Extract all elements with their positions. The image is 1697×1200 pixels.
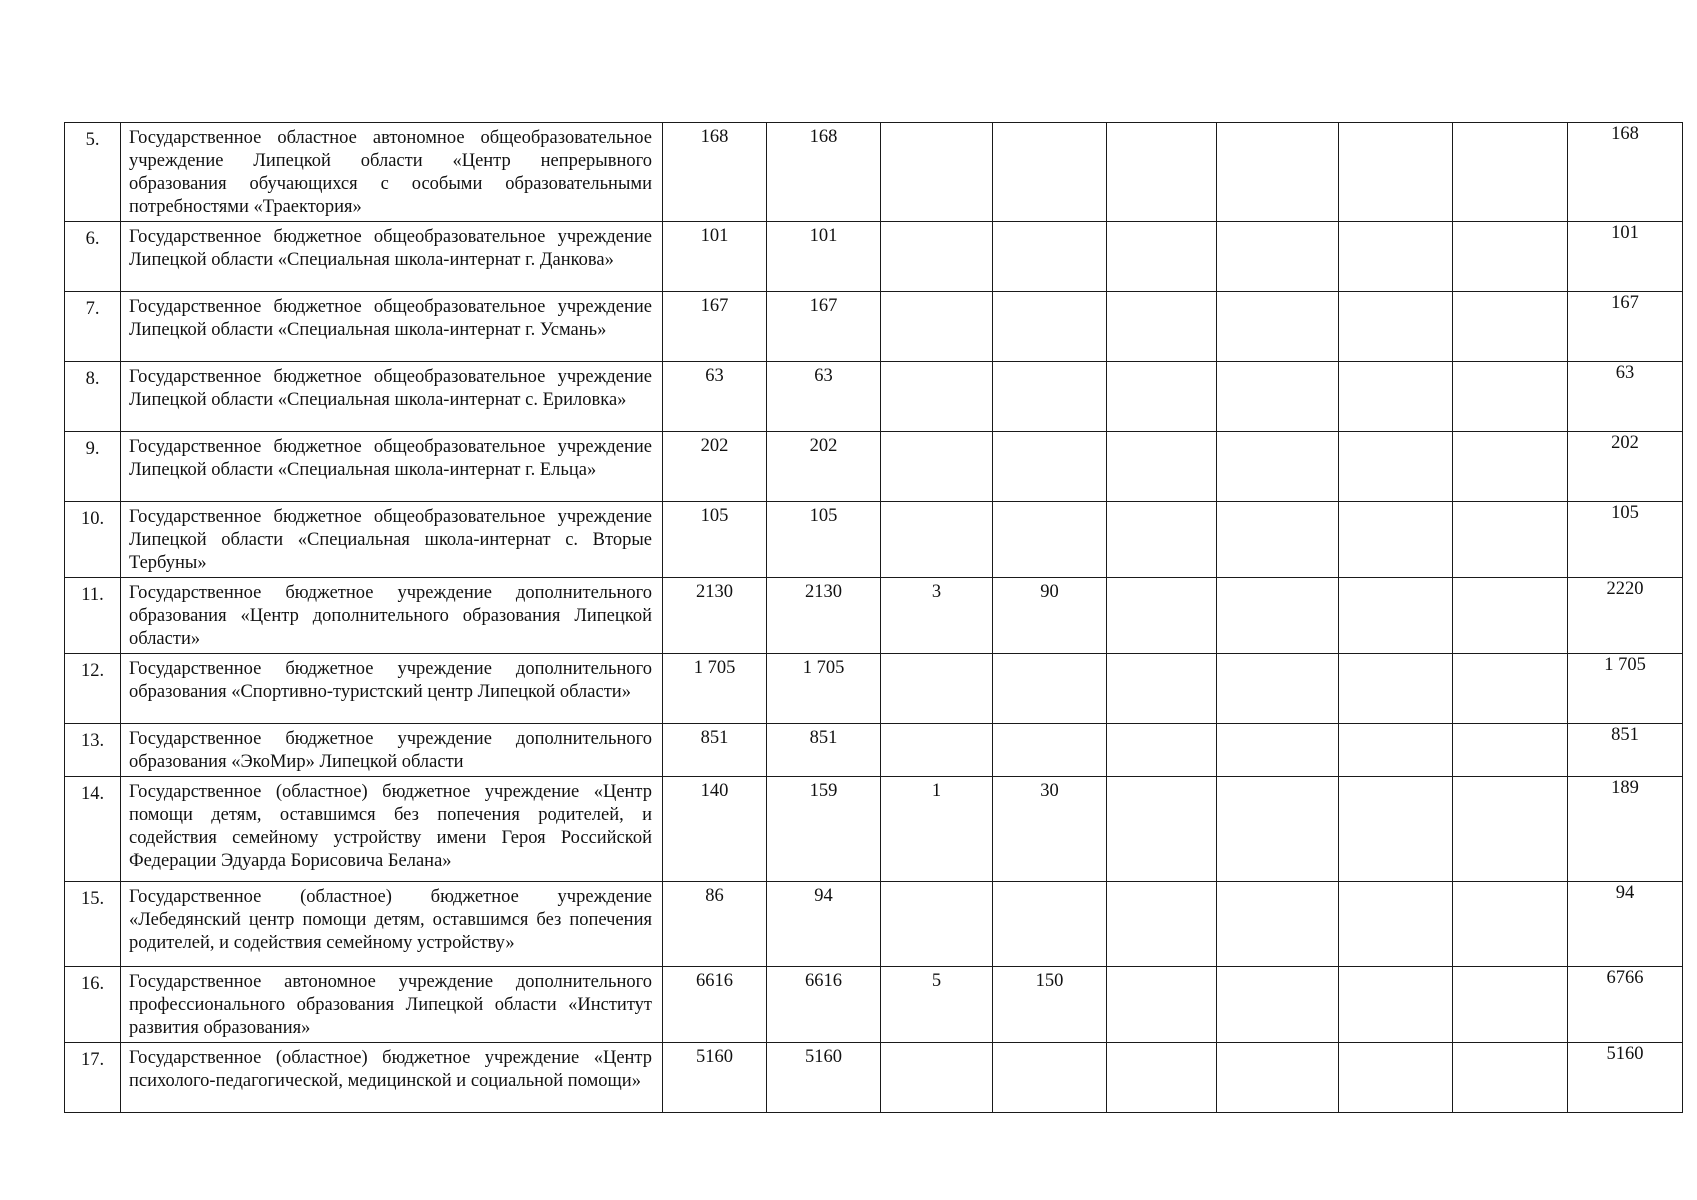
- value-col-2: 167: [767, 292, 881, 362]
- total-value: 5160: [1568, 1043, 1683, 1113]
- value-col-2: 202: [767, 432, 881, 502]
- table-row: [65, 882, 1683, 967]
- empty-col-5: [1107, 724, 1217, 777]
- value-col-1: 851: [663, 724, 767, 777]
- value-col-4: [993, 502, 1107, 578]
- value-col-1: 101: [663, 222, 767, 292]
- empty-col-8: [1453, 578, 1568, 654]
- value-col-2: 5160: [767, 1043, 881, 1113]
- value-col-2: 101: [767, 222, 881, 292]
- empty-col-8: [1453, 654, 1568, 724]
- empty-col-7: [1339, 777, 1453, 882]
- row-number: 12.: [65, 654, 121, 724]
- value-col-4: 90: [993, 578, 1107, 654]
- institution-name: Государственное бюджетное учреждение дополнительного образования «ЭкоМир» Липецкой области: [121, 724, 663, 777]
- empty-col-6: [1217, 724, 1339, 777]
- table-row: [65, 1043, 1683, 1113]
- institution-name: Государственное (областное) бюджетное учреждение «Лебедянский центр помощи детям, оставшимся без попечения родителей, и содействия семейному устройству»: [121, 882, 663, 967]
- row-number: 8.: [65, 362, 121, 432]
- institution-name: Государственное бюджетное учреждение дополнительного образования «Центр дополнительного образования Липецкой области»: [121, 578, 663, 654]
- institution-name: Государственное бюджетное общеобразовательное учреждение Липецкой области «Специальная школа-интернат г. Ельца»: [121, 432, 663, 502]
- total-value: 851: [1568, 724, 1683, 777]
- institution-name: Государственное бюджетное общеобразовательное учреждение Липецкой области «Специальная школа-интернат г. Усмань»: [121, 292, 663, 362]
- empty-col-5: [1107, 222, 1217, 292]
- value-col-3: 5: [881, 967, 993, 1043]
- empty-col-8: [1453, 292, 1568, 362]
- table-row: [65, 222, 1683, 292]
- value-col-2: 168: [767, 123, 881, 222]
- row-number: 16.: [65, 967, 121, 1043]
- empty-col-7: [1339, 967, 1453, 1043]
- value-col-4: [993, 882, 1107, 967]
- table-row: [65, 502, 1683, 578]
- empty-col-7: [1339, 882, 1453, 967]
- total-value: 168: [1568, 123, 1683, 222]
- total-value: 189: [1568, 777, 1683, 882]
- row-number: 9.: [65, 432, 121, 502]
- value-col-1: 1 705: [663, 654, 767, 724]
- empty-col-5: [1107, 123, 1217, 222]
- empty-col-5: [1107, 882, 1217, 967]
- institution-name: Государственное областное автономное общеобразовательное учреждение Липецкой области «Центр непрерывного образования обучающихся с особыми образовательными потребностями «Траектория»: [121, 123, 663, 222]
- value-col-2: 1 705: [767, 654, 881, 724]
- value-col-1: 63: [663, 362, 767, 432]
- value-col-1: 5160: [663, 1043, 767, 1113]
- empty-col-8: [1453, 123, 1568, 222]
- empty-col-7: [1339, 292, 1453, 362]
- total-value: 94: [1568, 882, 1683, 967]
- value-col-2: 851: [767, 724, 881, 777]
- empty-col-8: [1453, 724, 1568, 777]
- empty-col-6: [1217, 362, 1339, 432]
- empty-col-5: [1107, 502, 1217, 578]
- value-col-2: 2130: [767, 578, 881, 654]
- value-col-4: [993, 362, 1107, 432]
- value-col-3: 1: [881, 777, 993, 882]
- value-col-3: [881, 432, 993, 502]
- table-row: [65, 967, 1683, 1043]
- empty-col-6: [1217, 292, 1339, 362]
- value-col-3: [881, 362, 993, 432]
- value-col-1: 86: [663, 882, 767, 967]
- institution-name: Государственное бюджетное общеобразовательное учреждение Липецкой области «Специальная школа-интернат с. Вторые Тербуны»: [121, 502, 663, 578]
- total-value: 63: [1568, 362, 1683, 432]
- empty-col-6: [1217, 222, 1339, 292]
- empty-col-6: [1217, 1043, 1339, 1113]
- row-number: 7.: [65, 292, 121, 362]
- empty-col-6: [1217, 123, 1339, 222]
- empty-col-5: [1107, 654, 1217, 724]
- total-value: 101: [1568, 222, 1683, 292]
- value-col-2: 94: [767, 882, 881, 967]
- table-row: [65, 654, 1683, 724]
- value-col-3: [881, 222, 993, 292]
- empty-col-5: [1107, 362, 1217, 432]
- empty-col-8: [1453, 362, 1568, 432]
- table-row: [65, 362, 1683, 432]
- value-col-1: 6616: [663, 967, 767, 1043]
- value-col-3: [881, 1043, 993, 1113]
- empty-col-7: [1339, 123, 1453, 222]
- total-value: 167: [1568, 292, 1683, 362]
- value-col-2: 105: [767, 502, 881, 578]
- institution-name: Государственное бюджетное общеобразовательное учреждение Липецкой области «Специальная школа-интернат г. Данкова»: [121, 222, 663, 292]
- value-col-3: [881, 654, 993, 724]
- empty-col-5: [1107, 777, 1217, 882]
- empty-col-7: [1339, 432, 1453, 502]
- empty-col-8: [1453, 1043, 1568, 1113]
- institution-name: Государственное (областное) бюджетное учреждение «Центр помощи детям, оставшимся без попечения родителей, и содействия семейному устройству имени Героя Российской Федерации Эдуарда Борисовича Белана»: [121, 777, 663, 882]
- table-row: [65, 292, 1683, 362]
- row-number: 10.: [65, 502, 121, 578]
- value-col-4: [993, 724, 1107, 777]
- empty-col-6: [1217, 432, 1339, 502]
- table-row: [65, 777, 1683, 882]
- total-value: 202: [1568, 432, 1683, 502]
- table-row: [65, 724, 1683, 777]
- institution-name: Государственное бюджетное учреждение дополнительного образования «Спортивно-туристский центр Липецкой области»: [121, 654, 663, 724]
- value-col-1: 105: [663, 502, 767, 578]
- empty-col-5: [1107, 432, 1217, 502]
- row-number: 6.: [65, 222, 121, 292]
- empty-col-7: [1339, 502, 1453, 578]
- empty-col-7: [1339, 222, 1453, 292]
- table-row: [65, 432, 1683, 502]
- institution-name: Государственное автономное учреждение дополнительного профессионального образования Липецкой области «Институт развития образования»: [121, 967, 663, 1043]
- empty-col-6: [1217, 777, 1339, 882]
- empty-col-8: [1453, 882, 1568, 967]
- table-row: [65, 578, 1683, 654]
- empty-col-8: [1453, 967, 1568, 1043]
- value-col-1: 2130: [663, 578, 767, 654]
- value-col-1: 202: [663, 432, 767, 502]
- value-col-4: 150: [993, 967, 1107, 1043]
- value-col-4: [993, 1043, 1107, 1113]
- value-col-3: [881, 724, 993, 777]
- row-number: 14.: [65, 777, 121, 882]
- row-number: 17.: [65, 1043, 121, 1113]
- table-row: [65, 123, 1683, 222]
- value-col-2: 6616: [767, 967, 881, 1043]
- total-value: 105: [1568, 502, 1683, 578]
- empty-col-7: [1339, 578, 1453, 654]
- value-col-4: [993, 654, 1107, 724]
- value-col-3: [881, 292, 993, 362]
- empty-col-6: [1217, 654, 1339, 724]
- value-col-4: [993, 432, 1107, 502]
- value-col-3: 3: [881, 578, 993, 654]
- institution-name: Государственное (областное) бюджетное учреждение «Центр психолого-педагогической, медицинской и социальной помощи»: [121, 1043, 663, 1113]
- empty-col-6: [1217, 578, 1339, 654]
- row-number: 5.: [65, 123, 121, 222]
- value-col-1: 168: [663, 123, 767, 222]
- value-col-4: [993, 222, 1107, 292]
- institution-name: Государственное бюджетное общеобразовательное учреждение Липецкой области «Специальная школа-интернат с. Ериловка»: [121, 362, 663, 432]
- empty-col-8: [1453, 222, 1568, 292]
- empty-col-7: [1339, 362, 1453, 432]
- value-col-3: [881, 123, 993, 222]
- row-number: 13.: [65, 724, 121, 777]
- value-col-4: 30: [993, 777, 1107, 882]
- total-value: 2220: [1568, 578, 1683, 654]
- empty-col-5: [1107, 578, 1217, 654]
- row-number: 11.: [65, 578, 121, 654]
- total-value: 1 705: [1568, 654, 1683, 724]
- value-col-3: [881, 502, 993, 578]
- value-col-2: 63: [767, 362, 881, 432]
- empty-col-6: [1217, 882, 1339, 967]
- value-col-4: [993, 123, 1107, 222]
- value-col-3: [881, 882, 993, 967]
- empty-col-6: [1217, 502, 1339, 578]
- table-body: [65, 123, 1683, 1113]
- empty-col-7: [1339, 654, 1453, 724]
- empty-col-5: [1107, 292, 1217, 362]
- institutions-table: [64, 122, 1683, 1113]
- value-col-2: 159: [767, 777, 881, 882]
- total-value: 6766: [1568, 967, 1683, 1043]
- empty-col-8: [1453, 432, 1568, 502]
- row-number: 15.: [65, 882, 121, 967]
- empty-col-8: [1453, 502, 1568, 578]
- empty-col-6: [1217, 967, 1339, 1043]
- empty-col-7: [1339, 724, 1453, 777]
- empty-col-5: [1107, 967, 1217, 1043]
- value-col-4: [993, 292, 1107, 362]
- empty-col-7: [1339, 1043, 1453, 1113]
- empty-col-8: [1453, 777, 1568, 882]
- empty-col-5: [1107, 1043, 1217, 1113]
- value-col-1: 140: [663, 777, 767, 882]
- value-col-1: 167: [663, 292, 767, 362]
